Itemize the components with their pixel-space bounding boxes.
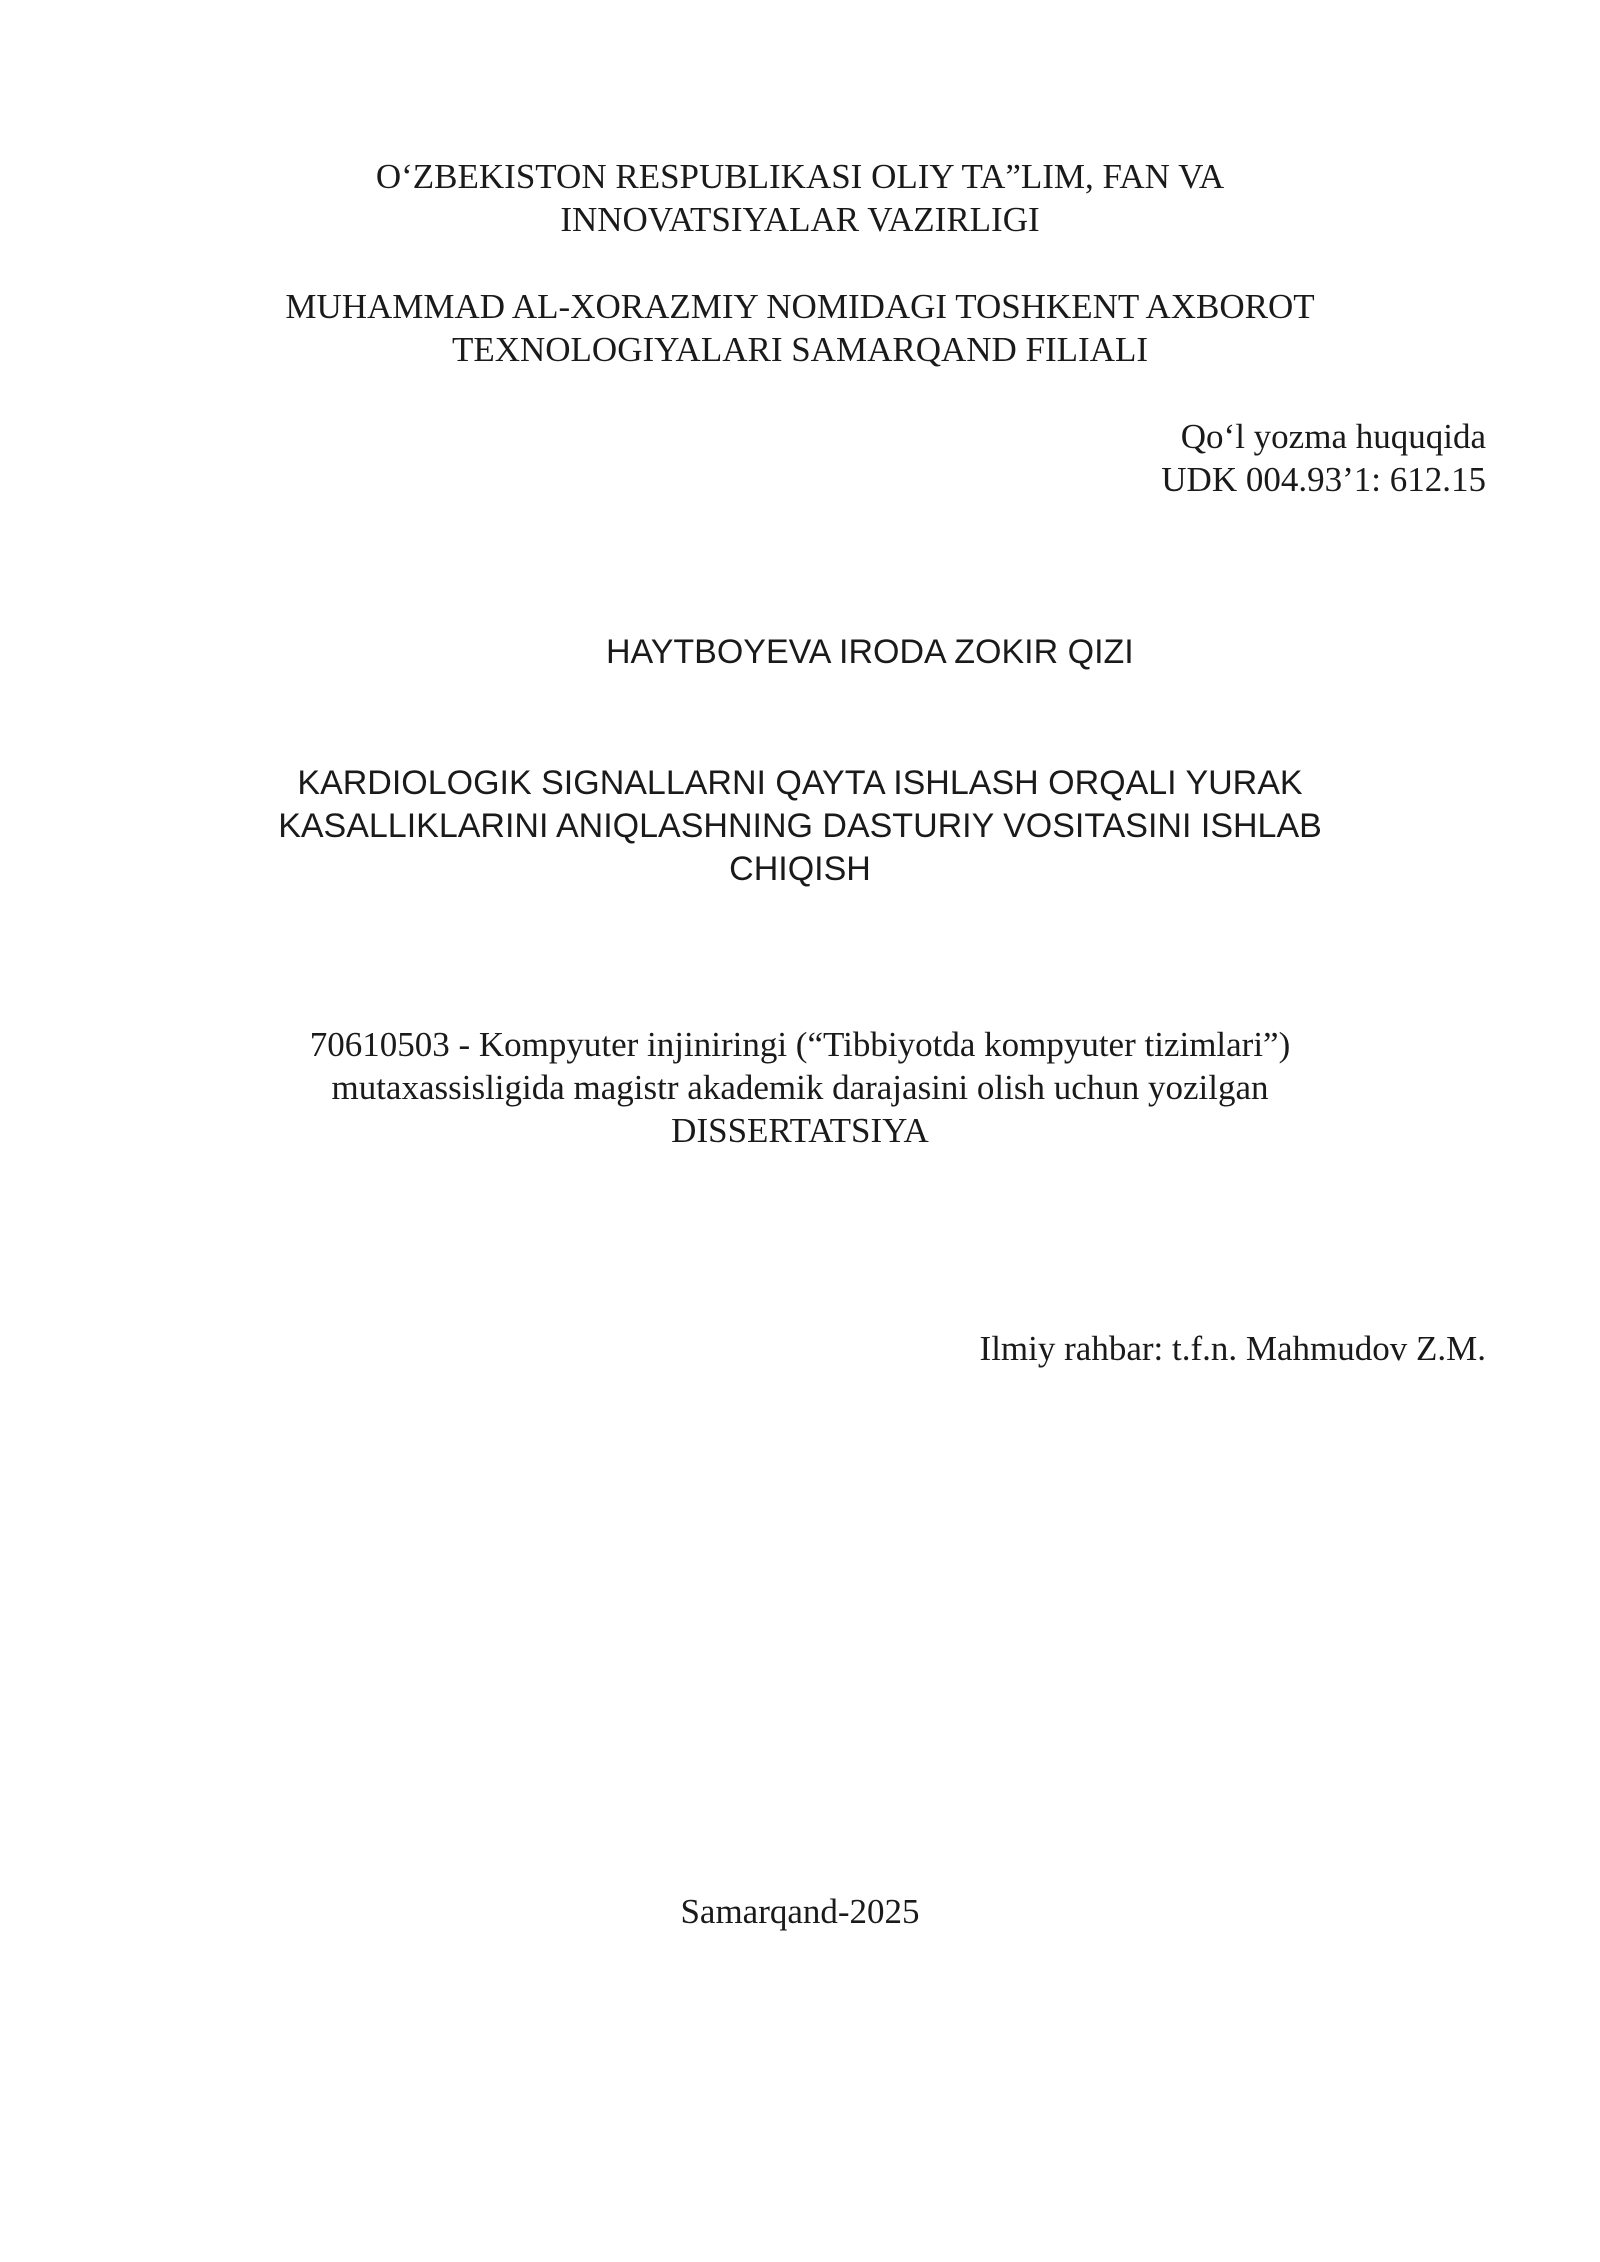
thesis-title-line-1: KARDIOLOGIK SIGNALLARNI QAYTA ISHLASH ORQALI YURAK [297, 764, 1303, 802]
author-name: HAYTBOYEVA IRODA ZOKIR QIZI [606, 633, 1134, 671]
document-type: DISSERTATSIYA [671, 1111, 929, 1150]
thesis-title-line-3: CHIQISH [729, 850, 871, 888]
specialty-line-1: 70610503 - Kompyuter injiniringi (“Tibbiyotda kompyuter tizimlari”) [309, 1025, 1291, 1064]
specialty-line-2: mutaxassisligida magistr akademik darajasini olish uchun yozilgan [331, 1068, 1269, 1107]
udk-code: UDK 004.93’1: 612.15 [1161, 460, 1486, 499]
supervisor: Ilmiy rahbar: t.f.n. Mahmudov Z.M. [979, 1329, 1486, 1368]
ministry-line-2: INNOVATSIYALAR VAZIRLIGI [560, 200, 1040, 239]
ministry-line-1: O‘ZBEKISTON RESPUBLIKASI OLIY TA”LIM, FAN VA [375, 157, 1225, 196]
thesis-title-line-2: KASALLIKLARINI ANIQLASHNING DASTURIY VOSITASINI ISHLAB [278, 807, 1322, 845]
place-year: Samarqand-2025 [680, 1892, 920, 1931]
rights-line: Qo‘l yozma huquqida [1180, 417, 1486, 456]
institution-line-1: MUHAMMAD AL-XORAZMIY NOMIDAGI TOSHKENT AXBOROT [285, 287, 1315, 326]
institution-line-2: TEXNOLOGIYALARI SAMARQAND FILIALI [451, 330, 1149, 369]
